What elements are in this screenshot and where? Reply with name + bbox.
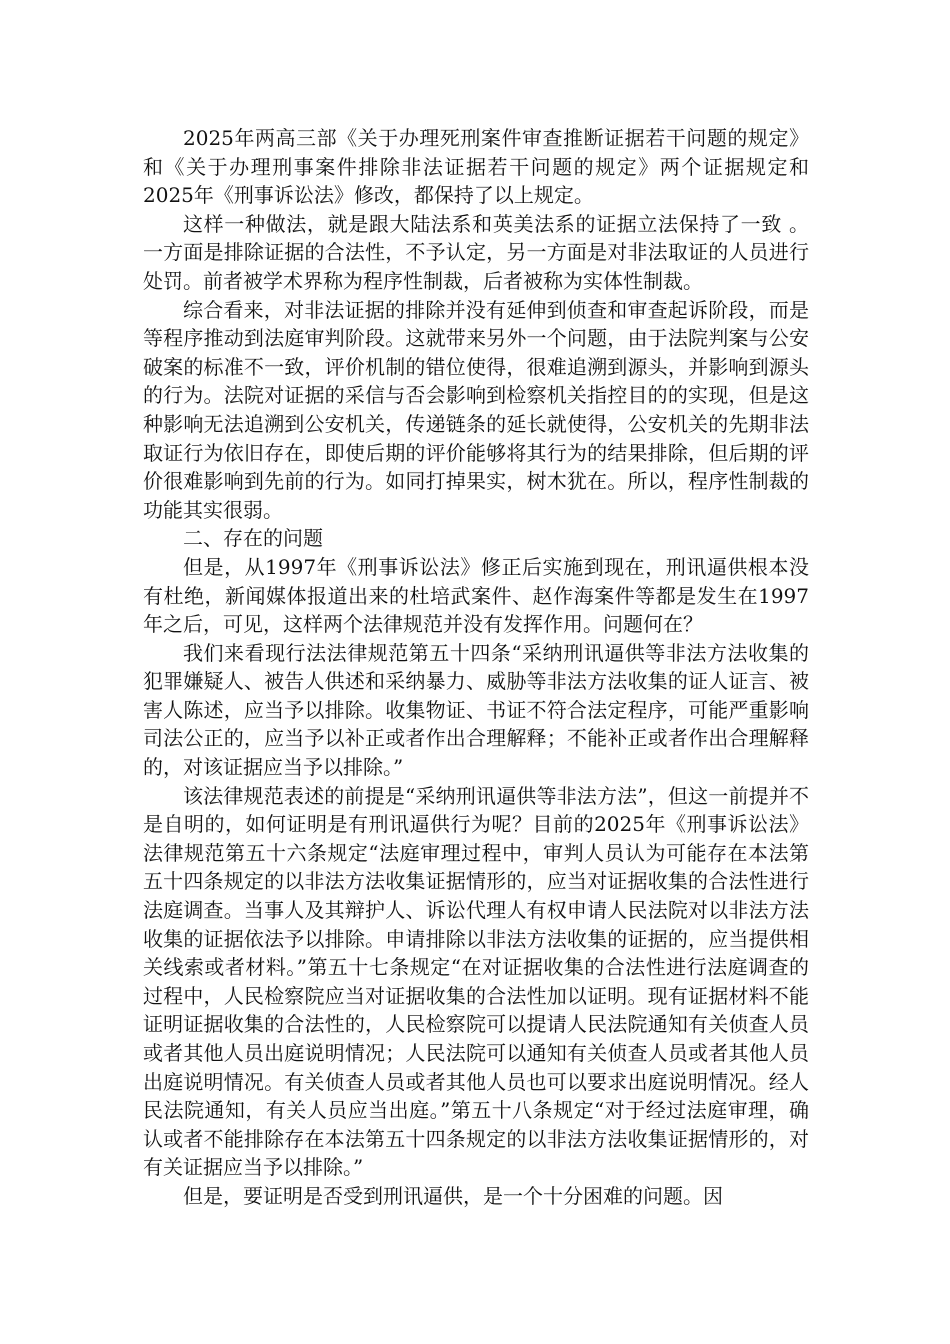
- document-body: [143, 124, 809, 1211]
- paragraph-6: 该法律规范表述的前提是“采纳刑讯逼供等非法方法”，但这一前提并不是自明的，如何证明是有刑讯逼供行为呢？目前的2025年《刑事诉讼法》法律规范第五十六条规定“法庭审理过程中，审判人员认为可能存在本法第五十四条规定的以非法方法收集证据情形的，应当对证据收集的合法性进行法庭调查。当事人及其辩护人、诉讼代理人有权申请人民法院对以非法方法收集的证据依法予以排除。申请排除以非法方法收集的证据的，应当提供相关线索或者材料。”第五十七条规定“在对证据收集的合法性进行法庭调查的过程中，人民检察院应当对证据收集的合法性加以证明。现有证据材料不能证明证据收集的合法性的，人民检察院可以提请人民法院通知有关侦查人员或者其他人员出庭说明情况；人民法院可以通知有关侦查人员或者其他人员出庭说明情况。有关侦查人员或者其他人员也可以要求出庭说明情况。经人民法院通知，有关人员应当出庭。”第五十八条规定“对于经过法庭审理，确认或者不能排除存在本法第五十四条规定的以非法方法收集证据情形的，对有关证据应当予以排除。”: [143, 783, 809, 1180]
- paragraph-4: 但是，从1997年《刑事诉讼法》修正后实施到现在，刑讯逼供根本没有杜绝，新闻媒体报道出来的杜培武案件、赵作海案件等都是发生在1997年之后，可见，这样两个法律规范并没有发挥作用。问题何在？: [143, 554, 809, 637]
- paragraph-1: 2025年两高三部《关于办理死刑案件审查推断证据若干问题的规定》和《关于办理刑事案件排除非法证据若干问题的规定》两个证据规定和2025年《刑事诉讼法》修改，都保持了以上规定。: [143, 126, 809, 208]
- paragraph-5: 我们来看现行法法律规范第五十四条“采纳刑讯逼供等非法方法收集的犯罪嫌疑人、被告人供述和采纳暴力、威胁等非法方法收集的证人证言、被害人陈述，应当予以排除。收集物证、书证不符合法定程序，可能严重影响司法公正的，应当予以补正或者作出合理解释；不能补正或者作出合理解释的，对该证据应当予以排除。”: [143, 640, 809, 780]
- paragraph-3: 综合看来，对非法证据的排除并没有延伸到侦查和审查起诉阶段，而是等程序推动到法庭审判阶段。这就带来另外一个问题，由于法院判案与公安破案的标准不一致，评价机制的错位使得，很难追溯到源头，并影响到源头的行为。法院对证据的采信与否会影响到检察机关指控目的的实现，但是这种影响无法追溯到公安机关，传递链条的延长就使得，公安机关的先期非法取证行为依旧存在，即使后期的评价能够将其行为的结果排除，但后期的评价很难影响到先前的行为。如同打掉果实，树木犹在。所以，程序性制裁的功能其实很弱。: [143, 297, 809, 522]
- paragraph-7: 但是，要证明是否受到刑讯逼供，是一个十分困难的问题。因: [183, 1183, 723, 1208]
- section-heading: 二、存在的问题: [183, 526, 323, 551]
- paragraph-2: 这样一种做法，就是跟大陆法系和英美法系的证据立法保持了一致 。一方面是排除证据的合法性，不予认定，另一方面是对非法取证的人员进行处罚。前者被学术界称为程序性制裁，后者被称为实体性制裁。: [143, 211, 809, 293]
